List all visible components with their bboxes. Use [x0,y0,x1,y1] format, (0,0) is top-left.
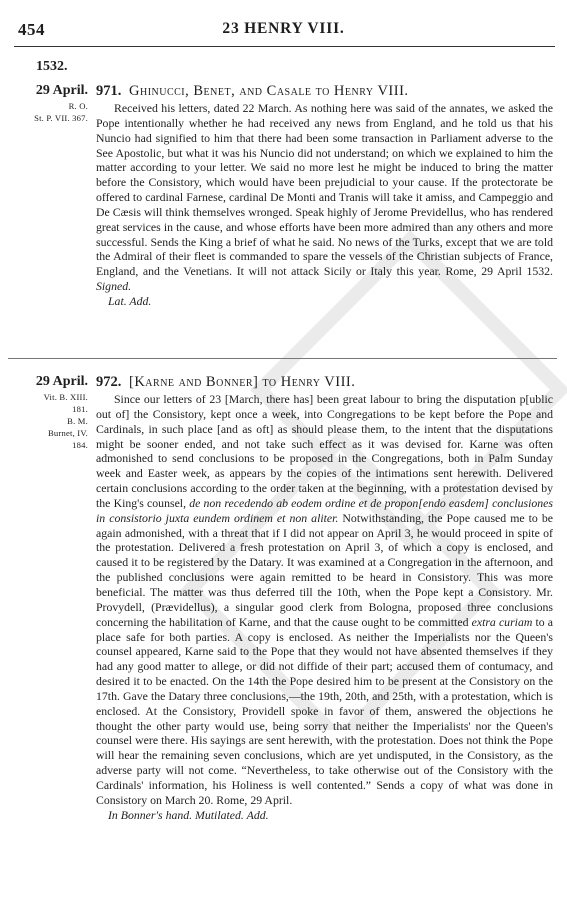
page-number: 454 [18,20,45,39]
entry-title: [Karne and Bonner] to Henry VIII. [129,374,356,390]
entry-heading [96,82,553,101]
entry-heading [96,373,553,392]
entry-ref: St. P. VII. 367. [34,113,88,123]
year-marginal: 1532. [36,59,68,74]
entry-date: 29 April. [35,374,88,389]
entry-body: Received his letters, dated 22 March. As nothing here was said of the annates, we asked the Pope intentionally whether he had received any news from England, and he told us that his Nuncio had signified to him that there had been some transaction in Parliament adverse to the See Apostolic, but what it was his Nuncio did not understand; on which we explained to him the matter according to your letter. We said no more lest he might be induced to bring the matter before the Consistory, which would have been prejudicial to your cause. If the protectorate be offered to cardinal Farnese, cardinal De Monti and Tranis will take it amiss, and Campeggio and De Cæsis will think themselves wronged. Speak highly of Jerome Previdellus, who has rendered great services in the cause, and whose efforts have been more admired than any others and more successful. Sends the King a brief of what he said. No news of the Turks, except that we are told the Admiral of their fleet is commanded to spare the vessels of the Christian subjects of France, England, and the Venetians. It will not attack Sicily or Italy this year. Rome, 29 April 1532. Signed. [96,101,553,294]
entry-number: 971. [96,83,122,99]
entry-main [96,373,553,822]
running-head [18,20,549,38]
entry-ref: B. M. [67,416,88,426]
entry-ref: Vit. B. XIII. [43,392,88,402]
entry-ref: 184. [72,440,88,450]
entry-ref: 181. [72,404,88,414]
entry-title: Ghinucci, Benet, and Casale to Henry VIII. [129,83,409,99]
running-title: 23 HENRY VIII. [222,20,345,37]
header-rule [14,46,555,47]
entry-margin [8,373,88,451]
entry-ref: Burnet, IV. [48,428,88,438]
entry-signoff: Lat. Add. [108,293,152,308]
entry-signoff: In Bonner's hand. Mutilated. Add. [108,807,269,822]
entry-body: Since our letters of 23 [March, there has] been great labour to bring the disputation p[ublic out of] the Consistory, kept once a week, into Congregations to be kept before the Pope and Cardinals, in such place [and as oft] as should please them, to the intent that the disputations might be sooner ended, and not take such effect as it was devised for. Karne was often admonished to send conclusions to be proposed in the Congregations, both in Palm Sunday week and Easter week, as appears by the copies of the intimations sent herewith. Delivered certain conclusions according to the order taken at the beginning, with a protestation devised by the King's counsel, de non recedendo ab eodem ordine et de propon[endo easdem] conclusiones in consistorio juxta eundem ordinem et non aliter. Notwithstanding, the Pope caused me to be again admonished, with a threat that if I did not appear on April 3, he would proceed in spite of the protestation. Delivered a fresh protestation on April 3, of which a copy is enclosed, and caused it to be registered by the Datary. It was examined at a Congregation in the afternoon, and the published conclusions were again remitted to be heard in Consistory. This was more beneficial. The matter was thus deferred till the 10th, when the Pope kept a Consistory. Mr. Provydell, (Prævidellus), a singular good clerk from Bologna, proposed three conclusions concerning the habilitation of Karne, and that the cause ought to be committed extra curiam to a place safe for both parties. A copy is enclosed. As neither the Imperialists nor the Queen's counsel appeared, Karne said to the Pope that they would not have absented themselves if they had any good matter to allege, or did not diffide of their part; accused them of contumacy, and desired it to be enacted. On the 14th the Pope desired him to be present at the Consistory on the 17th. Gave the Datary three conclusions,—the 19th, 20th, and 25th, with a protestation, which is enclosed. At the Consistory, Providell spoke in favor of them, answered the objections he thought the other party would use, being sorry that neither the Imperialists' nor the Queen's counsel were there. His sayings are sent herewith, with the protestation. Does not think the Pope will hear the remaining seven conclusions, which are yet undisputed, in the Consistory, as the adverse party will not come. “Nevertheless, to take otherwise out of the Consistory with the Cardinals' information, his Holiness is well contented.” Sends a copy of what was done in Consistory on March 20. Rome, 29 April. [96,392,554,807]
entry-separator [8,358,557,359]
entry-date: 29 April. [35,83,88,98]
entry-ref: R. O. [68,101,88,111]
entry-number: 972. [96,374,122,390]
entry-margin [8,82,88,124]
entry-main [96,82,553,309]
